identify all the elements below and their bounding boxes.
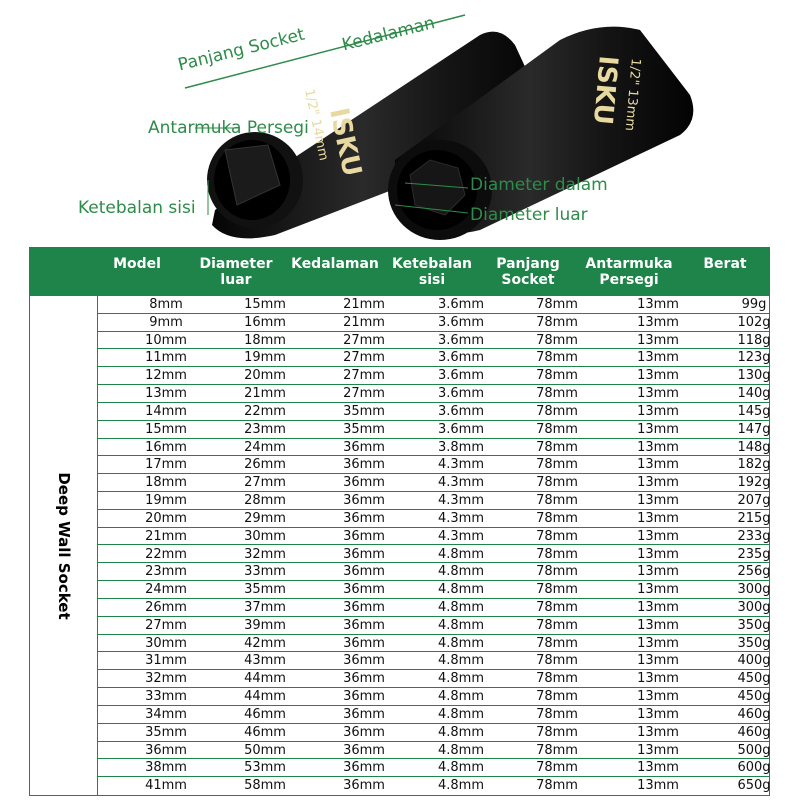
table-cell: 35mm [145, 724, 187, 740]
table-cell: 118g [737, 332, 771, 348]
label-ketebalan-sisi: Ketebalan sisi [78, 198, 196, 218]
table-cell: 36mm [343, 724, 385, 740]
spec-table [29, 247, 770, 796]
table-cell: 19mm [244, 350, 286, 366]
table-cell: 3.6mm [437, 332, 485, 348]
table-cell: 27mm [145, 617, 187, 633]
table-cell: 215g [737, 510, 771, 526]
table-cell: 99g [741, 297, 767, 312]
header-line2: sisi [418, 272, 446, 288]
table-row [98, 581, 769, 599]
table-cell: 9mm [149, 314, 183, 330]
table-cell: 78mm [536, 617, 578, 633]
table-cell: 13mm [637, 350, 679, 366]
header-cell [585, 256, 672, 288]
table-cell: 4.8mm [437, 724, 485, 740]
table-row [98, 332, 769, 350]
header-cell [113, 256, 161, 272]
header-line1: Model [113, 256, 161, 272]
table-cell: 36mm [343, 760, 385, 776]
table-row [98, 349, 769, 367]
table-cell: 4.3mm [437, 528, 485, 544]
table-row [98, 314, 769, 332]
table-cell: 35mm [343, 403, 385, 419]
table-cell: 39mm [244, 617, 286, 633]
table-cell: 30mm [244, 528, 286, 544]
table-row [98, 742, 769, 760]
table-cell: 13mm [637, 564, 679, 580]
table-cell: 36mm [145, 742, 187, 758]
table-cell: 4.3mm [437, 510, 485, 526]
table-cell: 13mm [637, 599, 679, 615]
table-cell: 24mm [244, 439, 286, 455]
table-cell: 4.8mm [437, 671, 485, 687]
table-cell: 78mm [536, 778, 578, 794]
table-cell: 36mm [343, 671, 385, 687]
table-cell: 36mm [343, 653, 385, 669]
label-antarmuka-persegi: Antarmuka Persegi [148, 118, 309, 138]
table-cell: 78mm [536, 724, 578, 740]
table-cell: 21mm [343, 314, 385, 330]
table-cell: 4.8mm [437, 706, 485, 722]
table-cell: 500g [737, 742, 771, 758]
table-cell: 256g [737, 564, 771, 580]
table-row [98, 492, 769, 510]
table-cell: 35mm [343, 421, 385, 437]
table-cell: 22mm [145, 546, 187, 562]
table-cell: 12mm [145, 368, 187, 384]
table-cell: 15mm [145, 421, 187, 437]
table-row [98, 688, 769, 706]
table-cell: 46mm [244, 706, 286, 722]
table-cell: 36mm [343, 635, 385, 651]
table-cell: 14mm [145, 403, 187, 419]
table-cell: 50mm [244, 742, 286, 758]
table-cell: 4.8mm [437, 778, 485, 794]
table-cell: 400g [737, 653, 771, 669]
table-cell: 21mm [145, 528, 187, 544]
table-cell: 4.8mm [437, 689, 485, 705]
table-cell: 33mm [244, 564, 286, 580]
table-cell: 18mm [145, 475, 187, 491]
table-cell: 37mm [244, 599, 286, 615]
side-label: Deep Wall Socket [54, 471, 73, 620]
table-cell: 4.8mm [437, 599, 485, 615]
table-cell: 3.6mm [437, 314, 485, 330]
table-row [98, 456, 769, 474]
table-cell: 78mm [536, 582, 578, 598]
table-cell: 24mm [145, 582, 187, 598]
table-body [98, 296, 769, 795]
left-brand-text: ISKU [323, 105, 367, 180]
table-cell: 41mm [145, 778, 187, 794]
table-cell: 13mm [637, 314, 679, 330]
table-cell: 78mm [536, 403, 578, 419]
table-cell: 36mm [343, 439, 385, 455]
table-cell: 3.6mm [437, 386, 485, 402]
table-cell: 18mm [244, 332, 286, 348]
table-cell: 27mm [343, 368, 385, 384]
table-cell: 13mm [637, 439, 679, 455]
table-cell: 16mm [145, 439, 187, 455]
table-cell: 13mm [637, 778, 679, 794]
table-row [98, 510, 769, 528]
table-cell: 78mm [536, 421, 578, 437]
table-row [98, 367, 769, 385]
table-cell: 13mm [637, 457, 679, 473]
table-cell: 78mm [536, 528, 578, 544]
table-cell: 13mm [637, 724, 679, 740]
table-cell: 182g [737, 457, 771, 473]
table-cell: 13mm [637, 297, 679, 312]
table-cell: 233g [737, 528, 771, 544]
table-cell: 235g [737, 546, 771, 562]
table-cell: 300g [737, 582, 771, 598]
table-cell: 123g [737, 350, 771, 366]
table-cell: 13mm [637, 368, 679, 384]
table-cell: 4.8mm [437, 582, 485, 598]
table-cell: 460g [737, 706, 771, 722]
table-cell: 78mm [536, 546, 578, 562]
table-cell: 13mm [145, 386, 187, 402]
table-cell: 78mm [536, 742, 578, 758]
table-cell: 13mm [637, 493, 679, 509]
table-cell: 207g [737, 493, 771, 509]
table-cell: 145g [737, 403, 771, 419]
table-cell: 8mm [149, 297, 183, 312]
table-cell: 78mm [536, 332, 578, 348]
table-header [30, 248, 769, 296]
table-cell: 13mm [637, 403, 679, 419]
table-row [98, 563, 769, 581]
table-cell: 350g [737, 617, 771, 633]
table-cell: 23mm [244, 421, 286, 437]
table-cell: 13mm [637, 706, 679, 722]
table-cell: 32mm [145, 671, 187, 687]
label-diameter-luar: Diameter luar [470, 205, 588, 225]
table-cell: 44mm [244, 689, 286, 705]
header-line2: luar [220, 272, 252, 288]
table-cell: 20mm [244, 368, 286, 384]
table-cell: 4.8mm [437, 742, 485, 758]
table-row [98, 546, 769, 564]
table-cell: 3.6mm [437, 403, 485, 419]
header-cell [199, 256, 272, 288]
header-line1: Berat [703, 256, 747, 272]
table-cell: 4.3mm [437, 475, 485, 491]
table-row [98, 474, 769, 492]
right-marking-text: 1/2" 13mm [621, 57, 643, 132]
table-cell: 78mm [536, 653, 578, 669]
table-cell: 13mm [637, 760, 679, 776]
table-cell: 36mm [343, 493, 385, 509]
table-cell: 450g [737, 671, 771, 687]
table-cell: 4.3mm [437, 493, 485, 509]
table-cell: 31mm [145, 653, 187, 669]
header-line1: Ketebalan [392, 256, 472, 272]
table-cell: 4.8mm [437, 635, 485, 651]
table-cell: 36mm [343, 546, 385, 562]
table-cell: 102g [737, 314, 771, 330]
header-cell [703, 256, 746, 272]
header-line2: Persegi [599, 272, 659, 288]
table-cell: 3.6mm [437, 368, 485, 384]
table-cell: 78mm [536, 564, 578, 580]
table-cell: 10mm [145, 332, 187, 348]
label-diameter-dalam: Diameter dalam [470, 175, 608, 195]
table-cell: 32mm [244, 546, 286, 562]
table-cell: 78mm [536, 386, 578, 402]
table-cell: 27mm [343, 350, 385, 366]
table-cell: 58mm [244, 778, 286, 794]
table-row [98, 528, 769, 546]
table-cell: 46mm [244, 724, 286, 740]
table-cell: 34mm [145, 706, 187, 722]
table-cell: 36mm [343, 778, 385, 794]
table-cell: 4.8mm [437, 564, 485, 580]
table-cell: 36mm [343, 457, 385, 473]
header-line1: Panjang [496, 256, 560, 272]
table-cell: 13mm [637, 332, 679, 348]
table-row [98, 439, 769, 457]
table-cell: 4.8mm [437, 617, 485, 633]
table-cell: 78mm [536, 635, 578, 651]
table-cell: 450g [737, 689, 771, 705]
table-row [98, 296, 769, 314]
table-cell: 38mm [145, 760, 187, 776]
table-cell: 26mm [145, 599, 187, 615]
table-cell: 460g [737, 724, 771, 740]
table-row [98, 670, 769, 688]
table-cell: 36mm [343, 564, 385, 580]
table-cell: 78mm [536, 457, 578, 473]
table-cell: 13mm [637, 671, 679, 687]
table-cell: 300g [737, 599, 771, 615]
table-row [98, 777, 769, 795]
table-cell: 148g [737, 439, 771, 455]
table-cell: 78mm [536, 706, 578, 722]
table-cell: 36mm [343, 582, 385, 598]
table-row [98, 635, 769, 653]
table-cell: 33mm [145, 689, 187, 705]
table-cell: 36mm [343, 528, 385, 544]
table-cell: 130g [737, 368, 771, 384]
header-line1: Diameter [199, 256, 273, 272]
table-cell: 13mm [637, 742, 679, 758]
table-cell: 27mm [343, 332, 385, 348]
table-cell: 15mm [244, 297, 286, 312]
table-cell: 78mm [536, 297, 578, 312]
table-cell: 23mm [145, 564, 187, 580]
table-cell: 44mm [244, 671, 286, 687]
table-cell: 4.8mm [437, 760, 485, 776]
table-cell: 36mm [343, 706, 385, 722]
table-cell: 13mm [637, 510, 679, 526]
table-cell: 78mm [536, 368, 578, 384]
table-row [98, 421, 769, 439]
table-cell: 43mm [244, 653, 286, 669]
table-row [98, 599, 769, 617]
table-cell: 36mm [343, 689, 385, 705]
table-cell: 13mm [637, 653, 679, 669]
table-cell: 16mm [244, 314, 286, 330]
table-cell: 27mm [244, 475, 286, 491]
table-cell: 13mm [637, 528, 679, 544]
table-cell: 3.6mm [437, 297, 485, 312]
header-line2: Socket [501, 272, 555, 288]
table-cell: 27mm [343, 386, 385, 402]
table-cell: 4.3mm [437, 457, 485, 473]
table-cell: 53mm [244, 760, 286, 776]
table-row [98, 759, 769, 777]
header-line1: Antarmuka [585, 256, 673, 272]
table-cell: 13mm [637, 635, 679, 651]
table-cell: 19mm [145, 493, 187, 509]
table-cell: 36mm [343, 742, 385, 758]
table-cell: 20mm [145, 510, 187, 526]
table-cell: 21mm [244, 386, 286, 402]
table-cell: 30mm [145, 635, 187, 651]
table-cell: 29mm [244, 510, 286, 526]
table-cell: 78mm [536, 314, 578, 330]
product-illustration [0, 0, 800, 245]
table-cell: 78mm [536, 599, 578, 615]
table-cell: 3.8mm [437, 439, 485, 455]
table-row [98, 617, 769, 635]
table-cell: 3.6mm [437, 421, 485, 437]
table-cell: 78mm [536, 493, 578, 509]
table-cell: 21mm [343, 297, 385, 312]
table-row [98, 403, 769, 421]
label-panjang-socket: Panjang Socket [176, 24, 307, 76]
table-cell: 13mm [637, 582, 679, 598]
header-cell [392, 256, 472, 288]
table-cell: 13mm [637, 475, 679, 491]
header-line1: Kedalaman [291, 256, 379, 272]
table-cell: 78mm [536, 689, 578, 705]
header-cell [496, 256, 560, 288]
table-cell: 22mm [244, 403, 286, 419]
table-cell: 78mm [536, 510, 578, 526]
left-marking-text: 1/2" 14mm [301, 87, 331, 163]
table-cell: 42mm [244, 635, 286, 651]
table-cell: 650g [737, 778, 771, 794]
table-row [98, 706, 769, 724]
table-cell: 35mm [244, 582, 286, 598]
table-cell: 13mm [637, 386, 679, 402]
table-side-label-cell [30, 296, 98, 795]
right-brand-text: ISKU [586, 54, 623, 126]
table-cell: 13mm [637, 421, 679, 437]
table-cell: 78mm [536, 439, 578, 455]
table-cell: 28mm [244, 493, 286, 509]
label-kedalaman: Kedalaman [340, 13, 437, 56]
table-cell: 13mm [637, 617, 679, 633]
table-row [98, 385, 769, 403]
table-cell: 140g [737, 386, 771, 402]
table-cell: 11mm [145, 350, 187, 366]
table-cell: 78mm [536, 350, 578, 366]
table-cell: 3.6mm [437, 350, 485, 366]
table-cell: 78mm [536, 671, 578, 687]
header-cell [291, 256, 379, 272]
table-cell: 78mm [536, 475, 578, 491]
table-cell: 78mm [536, 760, 578, 776]
table-cell: 147g [737, 421, 771, 437]
table-row [98, 652, 769, 670]
table-cell: 600g [737, 760, 771, 776]
table-cell: 36mm [343, 599, 385, 615]
table-cell: 26mm [244, 457, 286, 473]
table-cell: 13mm [637, 546, 679, 562]
table-cell: 350g [737, 635, 771, 651]
table-cell: 36mm [343, 475, 385, 491]
table-cell: 36mm [343, 510, 385, 526]
table-cell: 17mm [145, 457, 187, 473]
table-cell: 4.8mm [437, 653, 485, 669]
table-row [98, 724, 769, 742]
table-cell: 4.8mm [437, 546, 485, 562]
table-cell: 13mm [637, 689, 679, 705]
table-cell: 36mm [343, 617, 385, 633]
table-cell: 192g [737, 475, 771, 491]
